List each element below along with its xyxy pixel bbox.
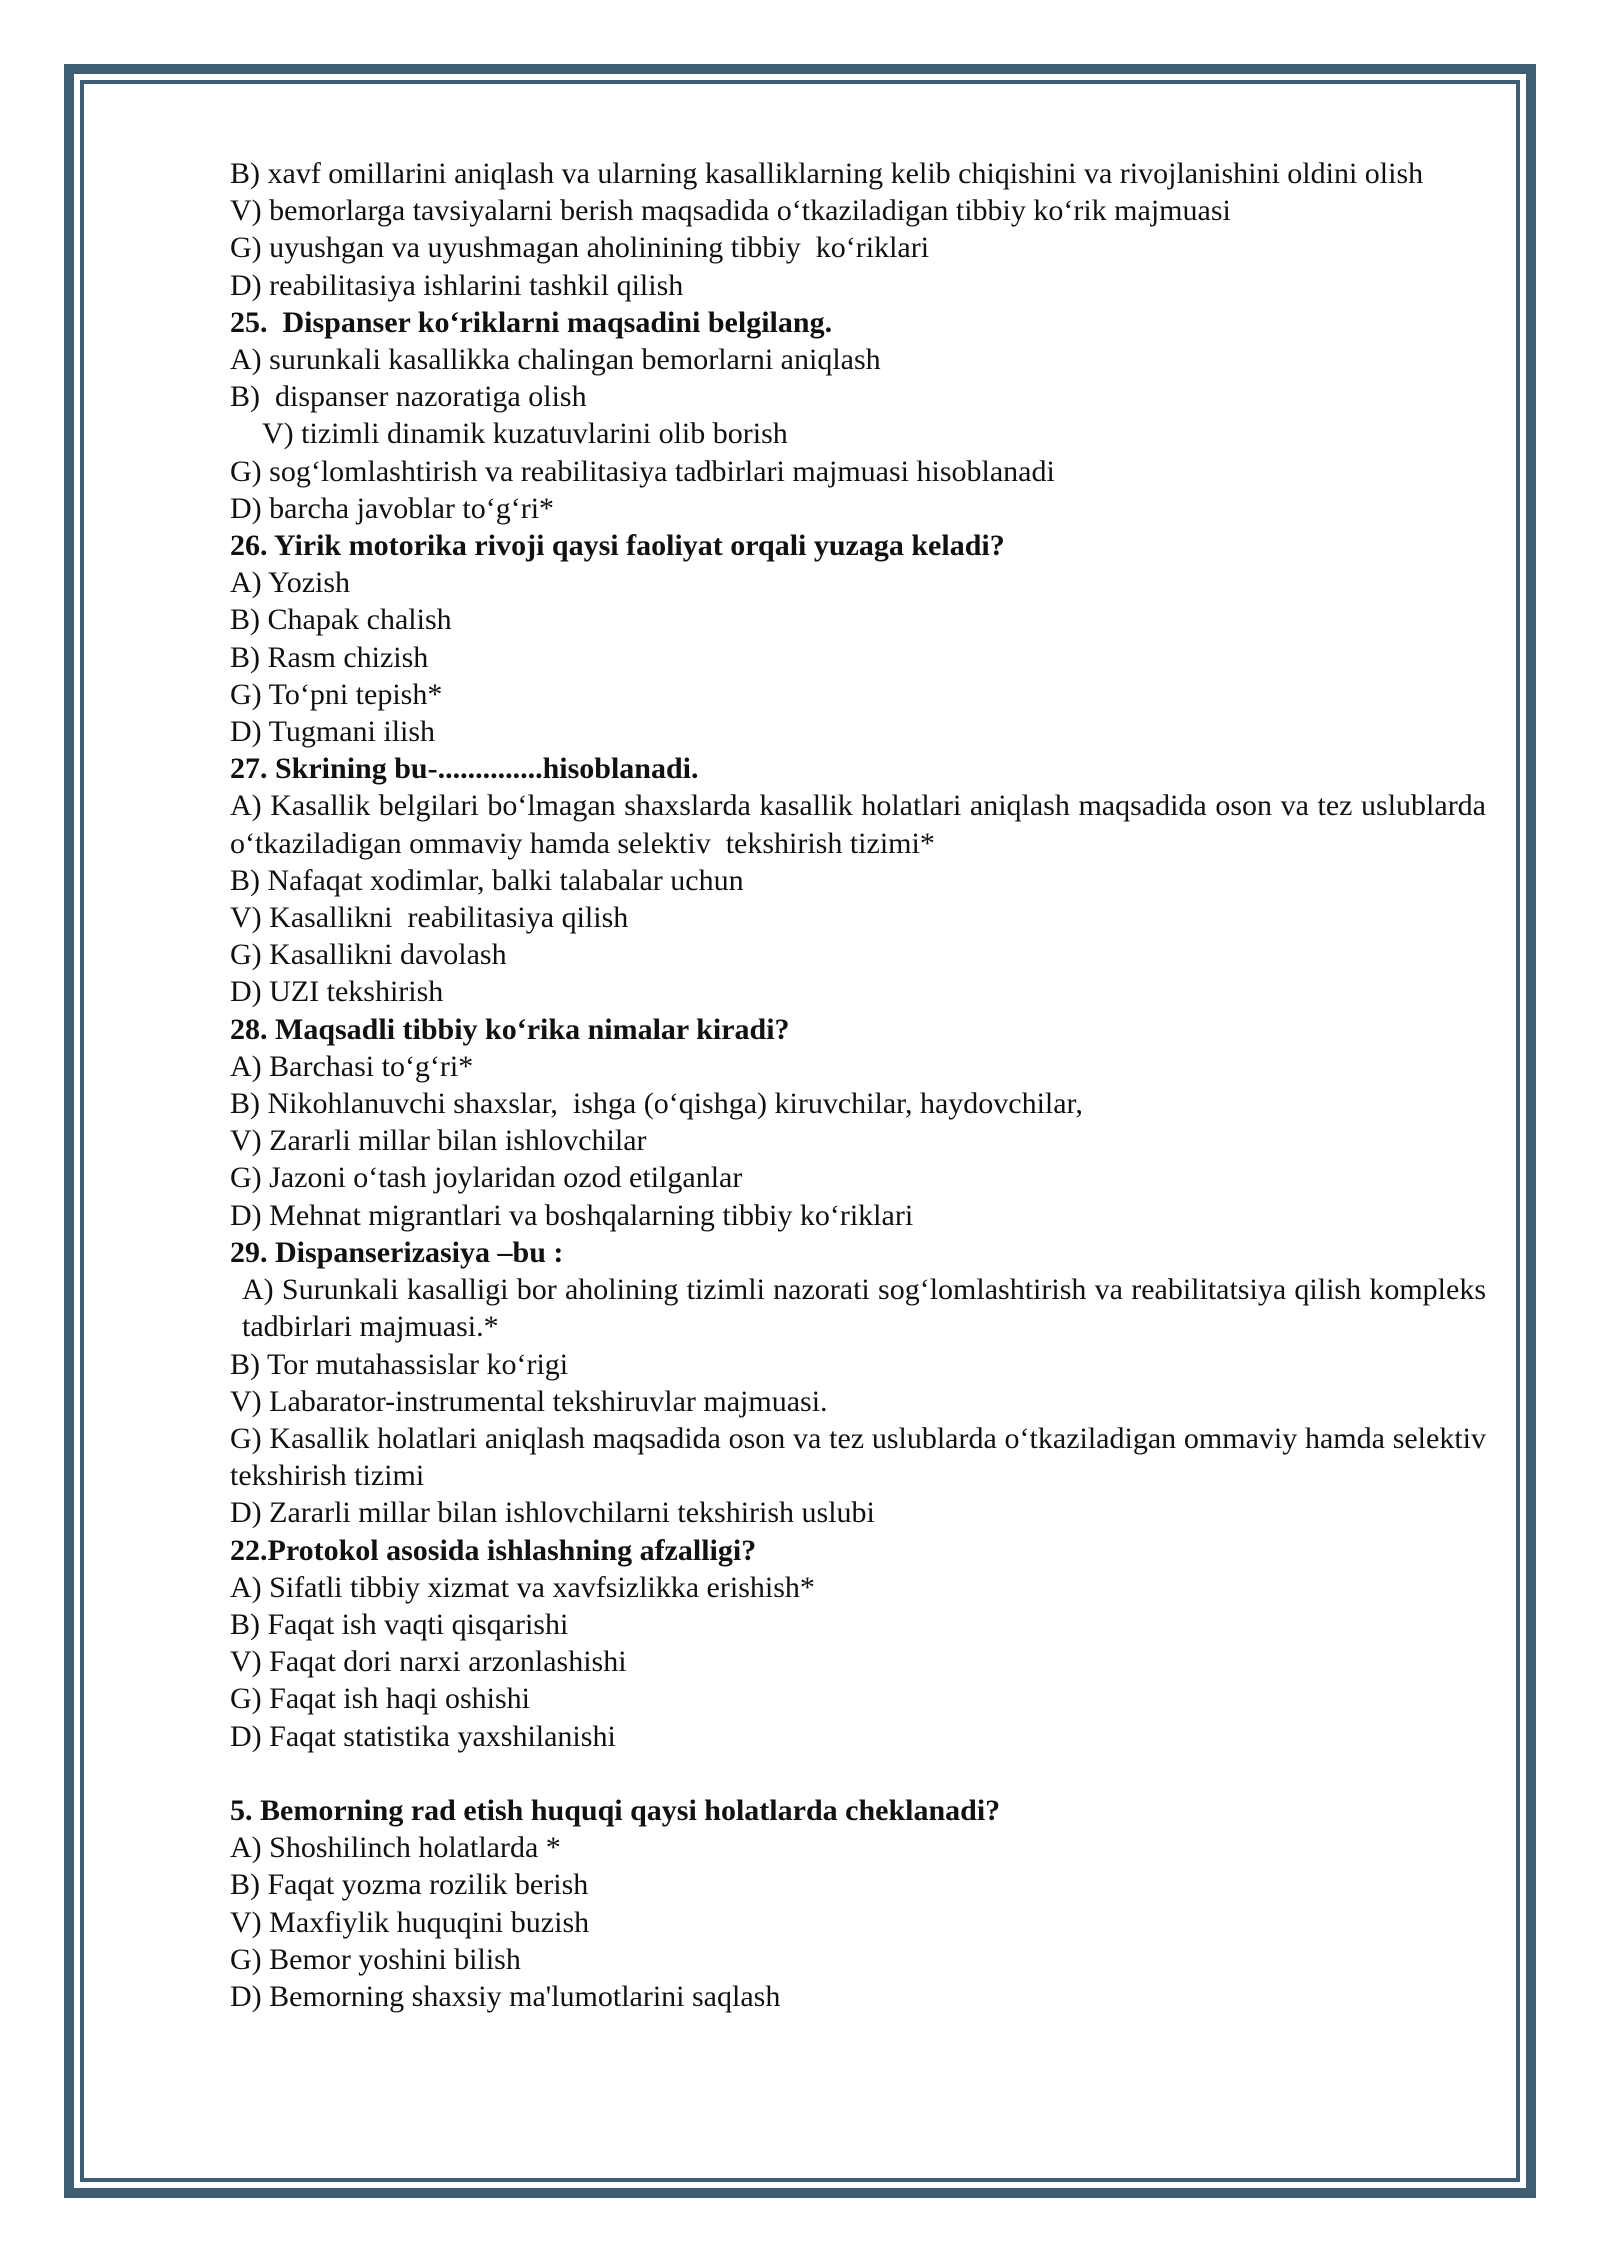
question-25	[230, 304, 1486, 527]
option-line: B) Rasm chizish	[230, 640, 429, 674]
question-27	[230, 750, 1494, 1010]
spacer	[230, 1755, 1486, 1792]
option-line: B) Chapak chalish	[230, 603, 452, 637]
option-line: V) Kasallikni reabilitasiya qilish	[230, 901, 629, 935]
question-title: 27. Skrining bu-..............hisoblanadi.	[230, 752, 699, 786]
option-line: G) Bemor yoshini bilish	[230, 1942, 521, 1976]
option-line: A) Shoshilinch holatlarda *	[230, 1831, 561, 1865]
option-line: V) Faqat dori narxi arzonlashishi	[230, 1645, 627, 1679]
option-line: G) Kasallik holatlari aniqlash maqsadida oson va tez uslublarda oʻtkaziladigan ommaviy hamda selektiv tekshirish tizimi	[230, 1421, 1501, 1493]
option-line: G) sogʻlomlashtirish va reabilitasiya tadbirlari majmuasi hisoblanadi	[230, 454, 1055, 488]
option-line: G) Toʻpni tepish*	[230, 677, 443, 711]
option-line: A) Sifatli tibbiy xizmat va xavfsizlikka erishish*	[230, 1570, 815, 1604]
question-26	[230, 527, 1486, 750]
option-line: D) Tugmani ilish	[230, 715, 436, 749]
option-line: B) dispanser nazoratiga olish	[230, 380, 587, 414]
option-line: V) Maxfiylik huquqini buzish	[230, 1905, 590, 1939]
continued-options	[230, 155, 1486, 304]
option-line: A) surunkali kasallikka chalingan bemorlarni aniqlash	[230, 343, 881, 377]
option-line: D) Zararli millar bilan ishlovchilarni tekshirish uslubi	[230, 1496, 875, 1530]
question-title: 25. Dispanser koʻriklarni maqsadini belgilang.	[230, 305, 833, 339]
question-22	[230, 1532, 1486, 1755]
option-line: G) Jazoni oʻtash joylaridan ozod etilganlar	[230, 1161, 743, 1195]
option-line: V) tizimli dinamik kuzatuvlarini olib borish	[262, 417, 788, 451]
option-line: D) barcha javoblar toʻgʻri*	[230, 491, 555, 525]
option-line: V) Labarator-instrumental tekshiruvlar majmuasi.	[230, 1384, 828, 1418]
option-line: D) UZI tekshirish	[230, 975, 444, 1009]
option-line: V) Zararli millar bilan ishlovchilar	[230, 1124, 647, 1158]
question-title: 26. Yirik motorika rivoji qaysi faoliyat orqali yuzaga keladi?	[230, 529, 1005, 563]
option-line: B) Faqat ish vaqti qisqarishi	[230, 1607, 569, 1641]
question-title: 5. Bemorning rad etish huquqi qaysi holatlarda cheklanadi?	[230, 1793, 1001, 1827]
option-line: D) Mehnat migrantlari va boshqalarning tibbiy koʻriklari	[230, 1198, 914, 1232]
option-line: D) reabilitasiya ishlarini tashkil qilish	[230, 268, 684, 302]
question-28	[230, 1011, 1486, 1234]
option-line: G) uyushgan va uyushmagan aholinining tibbiy koʻriklari	[230, 231, 930, 265]
option-line: A) Yozish	[230, 566, 351, 600]
option-line: V) bemorlarga tavsiyalarni berish maqsadida oʻtkaziladigan tibbiy koʻrik majmuasi	[230, 194, 1231, 228]
option-line: B) Faqat yozma rozilik berish	[230, 1868, 589, 1902]
option-line: D) Faqat statistika yaxshilanishi	[230, 1719, 616, 1753]
document-body	[230, 155, 1501, 2015]
question-29	[230, 1234, 1501, 1532]
option-line: G) Kasallikni davolash	[230, 938, 507, 972]
question-5	[230, 1792, 1486, 2015]
option-line: D) Bemorning shaxsiy ma'lumotlarini saqlash	[230, 1979, 781, 2013]
option-line: G) Faqat ish haqi oshishi	[230, 1682, 530, 1716]
option-line: B) Nikohlanuvchi shaxslar, ishga (oʻqishga) kiruvchilar, haydovchilar,	[230, 1087, 1083, 1121]
option-line: A) Kasallik belgilari boʻlmagan shaxslarda kasallik holatlari aniqlash maqsadida oson va tez uslublarda oʻtkaziladigan ommaviy hamda selektiv tekshirish tizimi*	[230, 789, 1494, 860]
option-line: B) Tor mutahassislar koʻrigi	[230, 1347, 569, 1381]
question-title: 28. Maqsadli tibbiy koʻrika nimalar kiradi?	[230, 1012, 790, 1046]
option-line: B) Nafaqat xodimlar, balki talabalar uchun	[230, 863, 744, 897]
question-title: 22.Protokol asosida ishlashning afzalligi?	[230, 1533, 757, 1567]
question-title: 29. Dispanserizasiya –bu :	[230, 1235, 564, 1269]
option-line: A) Barchasi toʻgʻri*	[230, 1049, 474, 1083]
option-line: A) Surunkali kasalligi bor aholining tizimli nazorati sogʻlomlashtirish va reabilitatsiya qilish kompleks tadbirlari majmuasi.*	[242, 1273, 1494, 1344]
option-line: B) xavf omillarini aniqlash va ularning kasalliklarning kelib chiqishini va rivojlanishini oldini olish	[230, 157, 1424, 190]
